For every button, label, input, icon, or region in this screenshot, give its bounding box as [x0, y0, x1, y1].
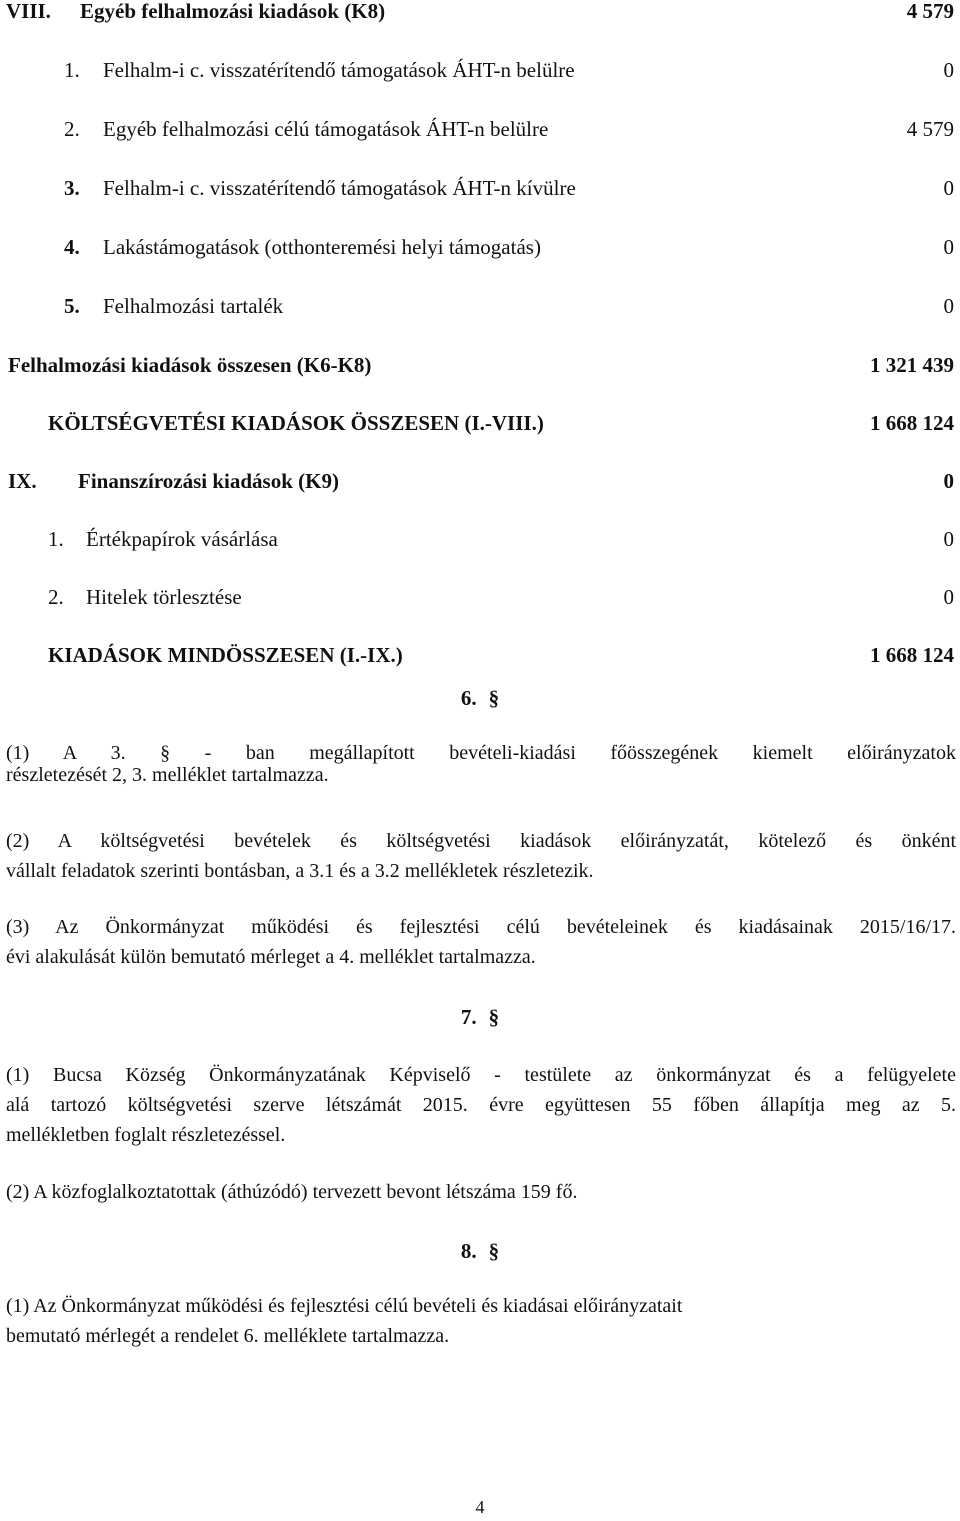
paragraph-line: vállalt feladatok szerinti bontásban, a 3.1 és a 3.2 mellékletek részletezik.	[6, 860, 594, 882]
table-row-felhalm-total	[0, 350, 960, 380]
table-row-grand-total	[0, 640, 960, 670]
table-row-kiadasok-total	[0, 408, 960, 438]
row-label: Lakástámogatások (otthonteremési helyi támogatás)	[103, 235, 541, 259]
table-row	[0, 524, 960, 554]
table-row	[0, 55, 960, 85]
section-number: 6.	[460, 686, 477, 710]
section-sign: §	[488, 686, 500, 710]
row-label: Felhalmozási kiadások összesen (K6-K8)	[8, 353, 372, 377]
row-label: Finanszírozási kiadások (K9)	[78, 469, 339, 493]
section-number: 7.	[460, 1005, 477, 1029]
row-label: Hitelek törlesztése	[86, 585, 242, 609]
row-number: 1.	[64, 58, 80, 82]
row-label: KIADÁSOK MINDÖSSZESEN (I.-IX.)	[48, 643, 403, 667]
row-value: 0	[943, 235, 954, 259]
paragraph-line: (1) Bucsa Község Önkormányzatának Képviselő - testülete az önkormányzat és a felügyelete	[6, 1064, 956, 1086]
row-value: 1 668 124	[870, 643, 954, 667]
table-row	[0, 232, 960, 262]
row-label: Felhalmozási tartalék	[103, 294, 284, 318]
row-label: Egyéb felhalmozási kiadások (K8)	[80, 0, 386, 23]
paragraph	[6, 1291, 956, 1351]
paragraph	[6, 1060, 956, 1150]
paragraph-line: (1) A 3. § - ban megállapított bevételi-kiadási főösszegének kiemelt előirányzatok	[6, 742, 956, 764]
row-value: 0	[943, 469, 954, 493]
table-row-ix	[0, 466, 960, 496]
row-number: 2.	[48, 585, 64, 609]
section-sign: §	[488, 1239, 500, 1263]
section-sign: §	[488, 1005, 500, 1029]
row-number: 3.	[64, 176, 80, 200]
table-row-viii	[0, 0, 960, 26]
table-row	[0, 173, 960, 203]
row-label: Felhalm-i c. visszatérítendő támogatások ÁHT-n kívülre	[103, 176, 576, 200]
row-value: 0	[943, 527, 954, 551]
row-value: 4 579	[906, 0, 954, 23]
row-number: 2.	[64, 117, 80, 141]
row-number: 1.	[48, 527, 64, 551]
paragraph	[6, 912, 956, 972]
section-heading-6	[0, 684, 960, 712]
paragraph-line: részletezését 2, 3. melléklet tartalmazza.	[6, 764, 329, 786]
row-label: KÖLTSÉGVETÉSI KIADÁSOK ÖSSZESEN (I.-VIII.)	[48, 411, 544, 435]
row-label: Egyéb felhalmozási célú támogatások ÁHT-n belülre	[103, 117, 549, 141]
paragraph-line: (1) Az Önkormányzat működési és fejlesztési célú bevételi és kiadásai előirányzatait	[6, 1295, 683, 1317]
table-row	[0, 582, 960, 612]
paragraph	[6, 826, 956, 886]
paragraph	[6, 1177, 956, 1207]
paragraph-line: (3) Az Önkormányzat működési és fejlesztési célú bevételeinek és kiadásainak 2015/16/17.	[6, 916, 956, 938]
page-number: 4	[475, 1497, 485, 1517]
row-number: 5.	[64, 294, 80, 318]
row-label: Felhalm-i c. visszatérítendő támogatások ÁHT-n belülre	[103, 58, 575, 82]
section-heading-7	[0, 1003, 960, 1031]
section-heading-8	[0, 1237, 960, 1265]
table-row	[0, 291, 960, 321]
paragraph-line: (2) A közfoglalkoztatottak (áthúzódó) tervezett bevont létszáma 159 fő.	[6, 1181, 578, 1203]
row-number: IX.	[8, 469, 37, 493]
row-value: 4 579	[906, 117, 954, 141]
row-number: 4.	[64, 235, 80, 259]
row-value: 1 321 439	[870, 353, 954, 377]
row-value: 0	[943, 176, 954, 200]
paragraph-line: mellékletben foglalt részletezéssel.	[6, 1124, 286, 1146]
row-value: 0	[943, 58, 954, 82]
row-label: Értékpapírok vásárlása	[86, 527, 278, 551]
row-number: VIII.	[6, 0, 51, 23]
row-value: 0	[943, 585, 954, 609]
table-row	[0, 114, 960, 144]
row-value: 1 668 124	[870, 411, 954, 435]
row-value: 0	[943, 294, 954, 318]
section-number: 8.	[460, 1239, 477, 1263]
paragraph-line: alá tartozó költségvetési szerve létszámát 2015. évre együttesen 55 főben állapítja meg az 5.	[6, 1094, 956, 1116]
paragraph-line: évi alakulását külön bemutató mérleget a 4. melléklet tartalmazza.	[6, 946, 536, 968]
paragraph-line: bemutató mérlegét a rendelet 6. melléklete tartalmazza.	[6, 1325, 450, 1347]
paragraph-line: (2) A költségvetési bevételek és költségvetési kiadások előirányzatát, kötelező és önként	[6, 830, 956, 852]
paragraph	[6, 738, 956, 790]
